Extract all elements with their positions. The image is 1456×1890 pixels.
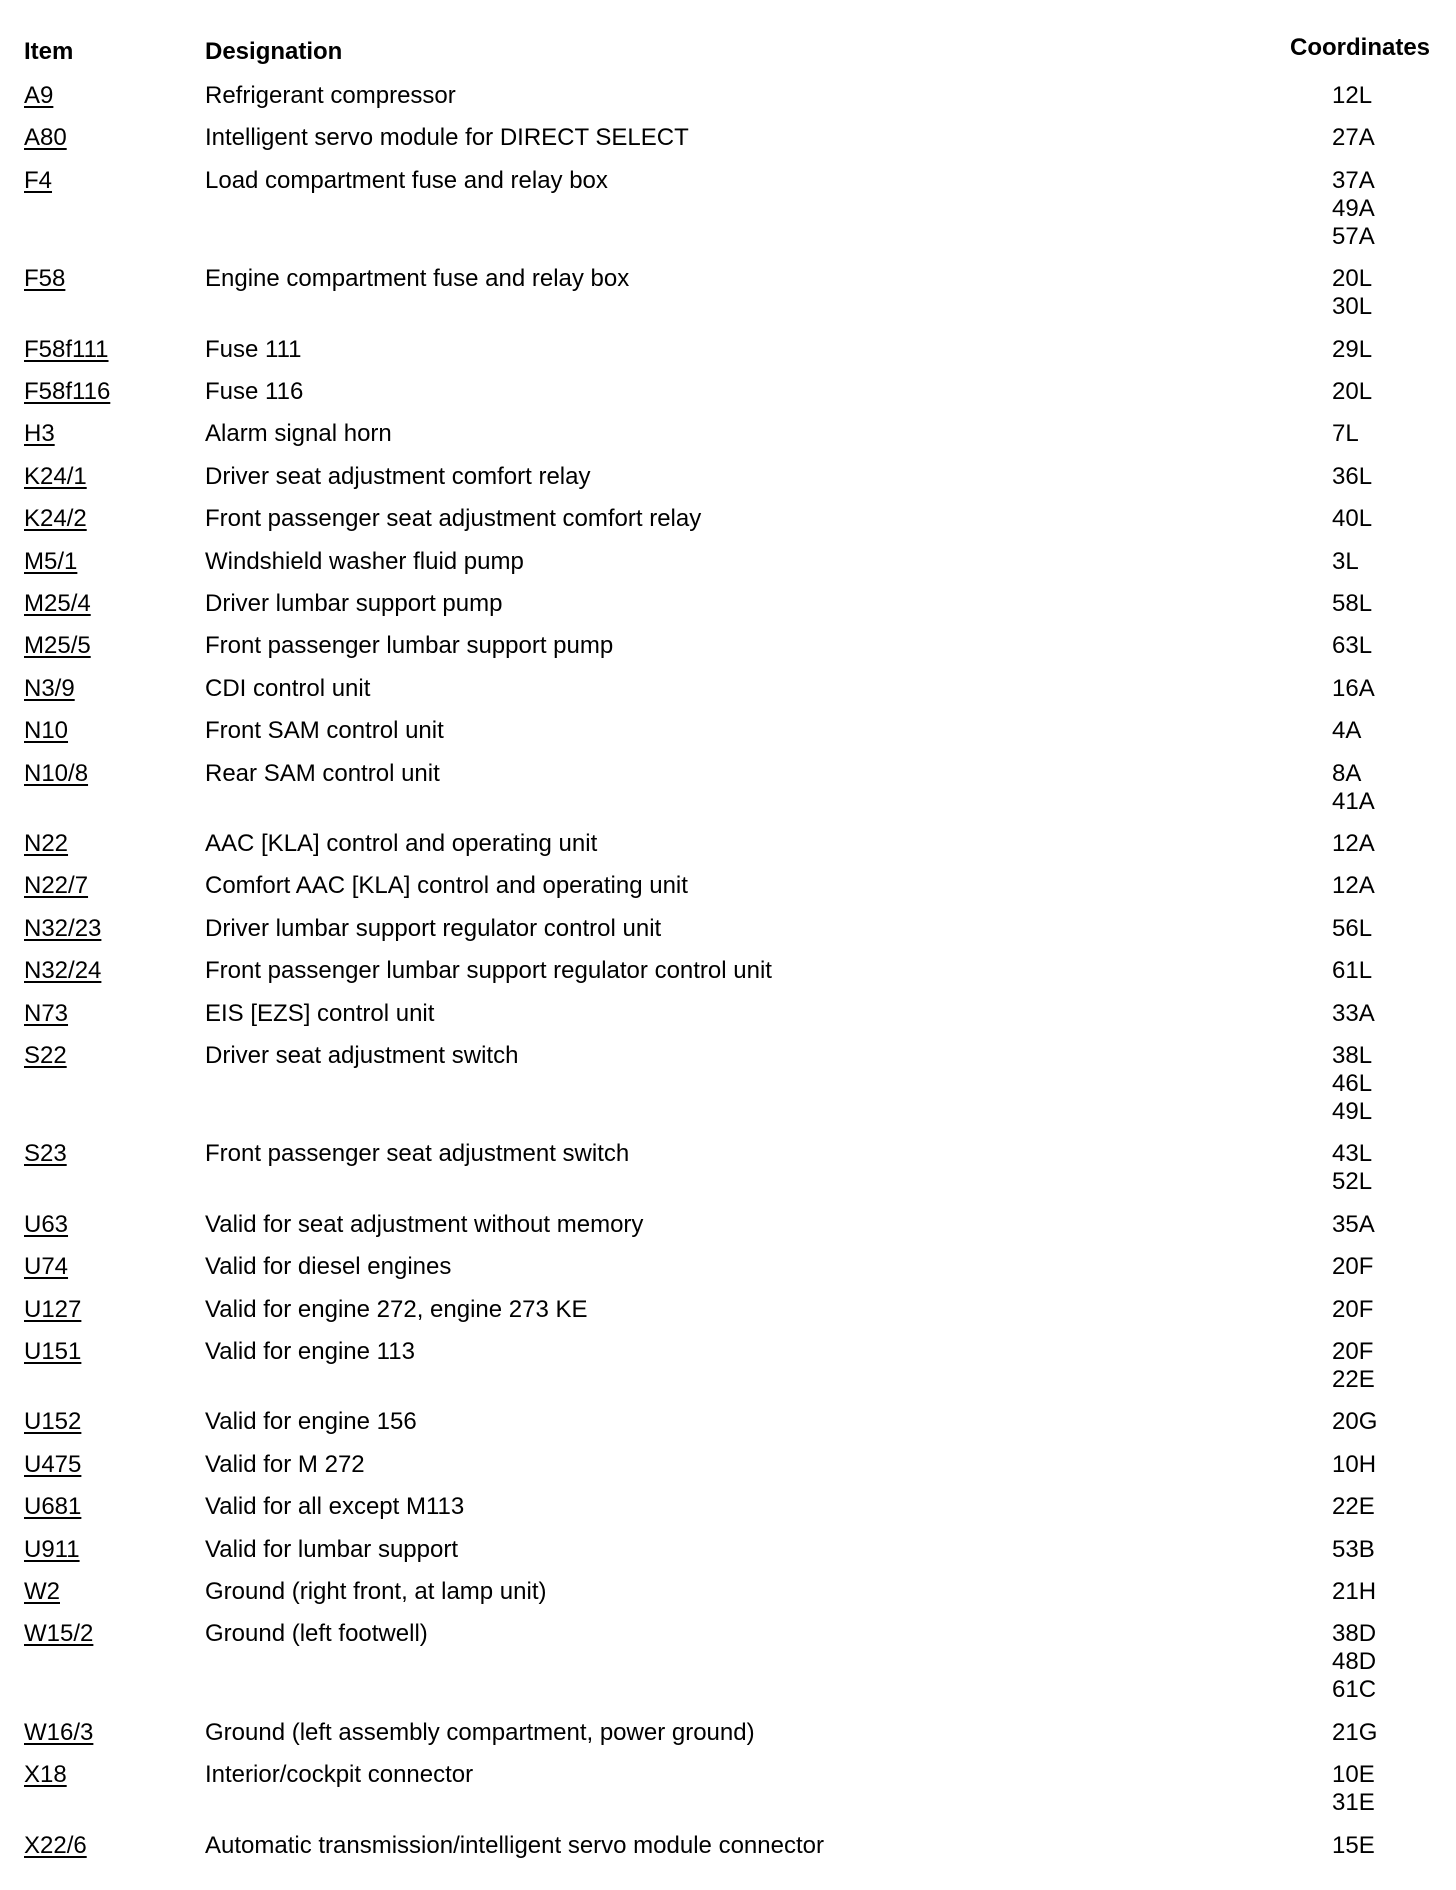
coordinates-cell [1332,760,1375,816]
coordinate-value: 40L [1332,505,1373,533]
coordinates-cell [1332,1211,1375,1239]
coordinate-value: 20F [1332,1253,1374,1281]
designation-text: Rear SAM control unit [205,759,440,787]
designation-text: Valid for all except M113 [205,1493,465,1521]
coordinates-cell [1332,830,1375,858]
coordinates-cell [1332,167,1375,251]
coordinates-cell [1332,124,1375,152]
coordinate-value: 38D [1332,1620,1377,1648]
coordinates-cell [1332,872,1375,900]
item-link[interactable]: S23 [24,1140,67,1168]
item-link[interactable]: F58 [24,265,66,293]
coordinate-value: 29L [1332,335,1373,363]
designation-text: Refrigerant compressor [205,82,456,109]
coordinate-value: 27A [1332,124,1375,152]
item-link[interactable]: N22 [24,830,69,857]
item-link[interactable]: W16/3 [24,1718,94,1746]
designation-text: Load compartment fuse and relay box [205,166,608,194]
designation-text: Interior/cockpit connector [205,1761,474,1789]
coordinate-value: 21H [1332,1578,1377,1605]
coordinate-value: 15E [1332,1831,1375,1859]
coordinate-value: 61L [1332,957,1373,985]
designation-text: Engine compartment fuse and relay box [205,265,630,293]
coordinate-value: 38L [1332,1042,1373,1069]
designation-text: Valid for M 272 [205,1450,365,1478]
coordinates-cell [1332,1140,1372,1196]
item-link[interactable]: N10 [24,717,69,745]
coordinate-value: 10E [1332,1761,1375,1789]
item-link[interactable]: X22/6 [24,1831,87,1859]
coordinate-value: 22E [1332,1366,1375,1393]
item-link[interactable]: U475 [24,1450,82,1478]
coordinate-value: 20G [1332,1408,1378,1436]
coordinate-value: 8A [1332,759,1362,787]
designation-text: CDI control unit [205,674,371,702]
coordinate-value: 7L [1332,420,1359,448]
coordinates-cell [1332,378,1372,406]
coordinates-cell [1332,1338,1375,1394]
coordinate-value: 31E [1332,1789,1375,1817]
item-link[interactable]: H3 [24,420,55,448]
coordinates-cell [1332,1578,1376,1606]
designation-text: Valid for diesel engines [205,1253,452,1281]
item-link[interactable]: M25/4 [24,590,91,617]
item-link[interactable]: U681 [24,1493,82,1521]
designation-text: Fuse 111 [205,335,302,363]
coordinate-value: 52L [1332,1168,1373,1196]
coordinate-value: 53B [1332,1535,1375,1563]
designation-text: Ground (left assembly compartment, power ground) [205,1718,755,1746]
item-link[interactable]: U152 [24,1408,82,1436]
designation-text: AAC [KLA] control and operating unit [205,830,598,857]
item-link[interactable]: X18 [24,1761,67,1789]
designation-text: Intelligent servo module for DIRECT SELECT [205,124,689,152]
coordinates-cell [1332,1761,1375,1817]
coordinates-cell [1332,420,1359,448]
item-link[interactable]: W15/2 [24,1620,94,1648]
coordinate-value: 63L [1332,632,1373,660]
designation-text: Fuse 116 [205,378,304,405]
designation-text: Front passenger lumbar support pump [205,632,614,660]
coordinates-cell [1332,1296,1373,1324]
designation-text: Driver lumbar support pump [205,590,503,617]
coordinate-value: 49A [1332,194,1375,222]
coordinates-cell [1332,590,1372,618]
coordinates-cell [1332,336,1372,364]
coordinate-value: 35A [1332,1210,1375,1238]
coordinate-value: 12L [1332,82,1373,109]
coordinate-value: 48D [1332,1648,1377,1676]
item-link[interactable]: F58f116 [24,378,111,405]
item-link[interactable]: S22 [24,1042,67,1069]
coordinates-cell [1332,82,1372,110]
designation-text: Front passenger seat adjustment switch [205,1140,630,1168]
coordinates-cell [1332,1000,1375,1028]
coordinate-value: 22E [1332,1493,1375,1521]
designation-text: Driver seat adjustment comfort relay [205,462,591,490]
item-link[interactable]: W2 [24,1578,60,1605]
item-link[interactable]: N10/8 [24,759,89,787]
coordinate-value: 57A [1332,222,1375,250]
coordinate-value: 10H [1332,1450,1377,1478]
coordinates-cell [1332,1493,1375,1521]
coordinates-cell [1332,915,1372,943]
header-coordinates: Coordinates [1290,34,1431,61]
item-link[interactable]: N73 [24,999,69,1027]
designation-text: Valid for engine 156 [205,1408,417,1436]
item-link[interactable]: U127 [24,1295,82,1323]
designation-text: Front passenger lumbar support regulator control unit [205,957,772,985]
coordinates-cell [1332,1719,1377,1747]
coordinates-cell [1332,548,1359,576]
coordinate-value: 33A [1332,999,1375,1027]
designation-text: Valid for seat adjustment without memory [205,1210,644,1238]
item-link[interactable]: K24/1 [24,462,87,490]
item-link[interactable]: N22/7 [24,872,89,900]
item-link[interactable]: K24/2 [24,505,87,533]
designation-text: Ground (right front, at lamp unit) [205,1578,547,1605]
designation-text: Driver seat adjustment switch [205,1042,519,1069]
designation-text: Front passenger seat adjustment comfort relay [205,505,702,533]
coordinate-value: 30L [1332,293,1373,321]
coordinate-value: 56L [1332,914,1373,942]
coordinates-cell [1332,957,1372,985]
designation-text: Valid for lumbar support [205,1535,459,1563]
item-link[interactable]: U151 [24,1338,82,1365]
coordinate-value: 36L [1332,462,1373,490]
coordinate-value: 20F [1332,1295,1374,1323]
header-designation: Designation [205,38,343,65]
coordinates-cell [1332,632,1372,660]
coordinates-cell [1332,1042,1372,1126]
designation-text: Ground (left footwell) [205,1620,428,1648]
coordinates-cell [1332,505,1372,533]
coordinate-value: 3L [1332,547,1359,575]
item-link[interactable]: U911 [24,1535,80,1563]
item-link[interactable]: A9 [24,82,54,109]
coordinate-value: 58L [1332,590,1373,617]
item-link[interactable]: U63 [24,1210,69,1238]
item-link[interactable]: N32/23 [24,914,102,942]
coordinates-cell [1332,1620,1376,1704]
coordinate-value: 43L [1332,1140,1373,1168]
coordinates-cell [1332,1832,1375,1860]
coordinate-value: 37A [1332,166,1375,194]
coordinate-value: 20L [1332,378,1373,405]
item-link[interactable]: M25/5 [24,632,91,660]
item-link[interactable]: F58f111 [24,335,109,363]
designation-text: Alarm signal horn [205,420,392,448]
coordinate-value: 4A [1332,717,1362,745]
coordinate-value: 41A [1332,787,1375,815]
coordinate-value: 21G [1332,1718,1378,1746]
coordinate-value: 61C [1332,1676,1377,1704]
header-item: Item [24,38,74,65]
coordinates-cell [1332,1253,1373,1281]
coordinate-value: 20L [1332,265,1373,293]
designation-text: Valid for engine 113 [205,1338,415,1365]
coordinates-cell [1332,1451,1376,1479]
designation-text: Front SAM control unit [205,717,444,745]
coordinate-value: 16A [1332,674,1375,702]
item-link[interactable]: M5/1 [24,547,78,575]
coordinates-cell [1332,265,1372,321]
coordinate-value: 12A [1332,872,1375,900]
coordinates-cell [1332,1536,1375,1564]
designation-text: Automatic transmission/intelligent servo module connector [205,1831,824,1859]
coordinate-value: 20F [1332,1338,1374,1365]
table-header [0,0,1456,70]
designation-text: Windshield washer fluid pump [205,547,524,575]
coordinates-cell [1332,463,1372,491]
coordinates-cell [1332,675,1375,703]
coordinate-value: 46L [1332,1070,1373,1097]
item-link[interactable]: F4 [24,166,53,194]
item-link[interactable]: A80 [24,124,67,152]
coordinate-value: 12A [1332,830,1375,857]
designation-text: Comfort AAC [KLA] control and operating unit [205,872,688,900]
coordinates-cell [1332,1408,1377,1436]
designation-text: Driver lumbar support regulator control unit [205,914,662,942]
item-link[interactable]: N3/9 [24,674,75,702]
designation-text: Valid for engine 272, engine 273 KE [205,1295,588,1323]
designation-text: EIS [EZS] control unit [205,999,435,1027]
item-link[interactable]: U74 [24,1253,69,1281]
item-link[interactable]: N32/24 [24,957,102,985]
coordinate-value: 49L [1332,1098,1373,1125]
coordinates-cell [1332,717,1361,745]
